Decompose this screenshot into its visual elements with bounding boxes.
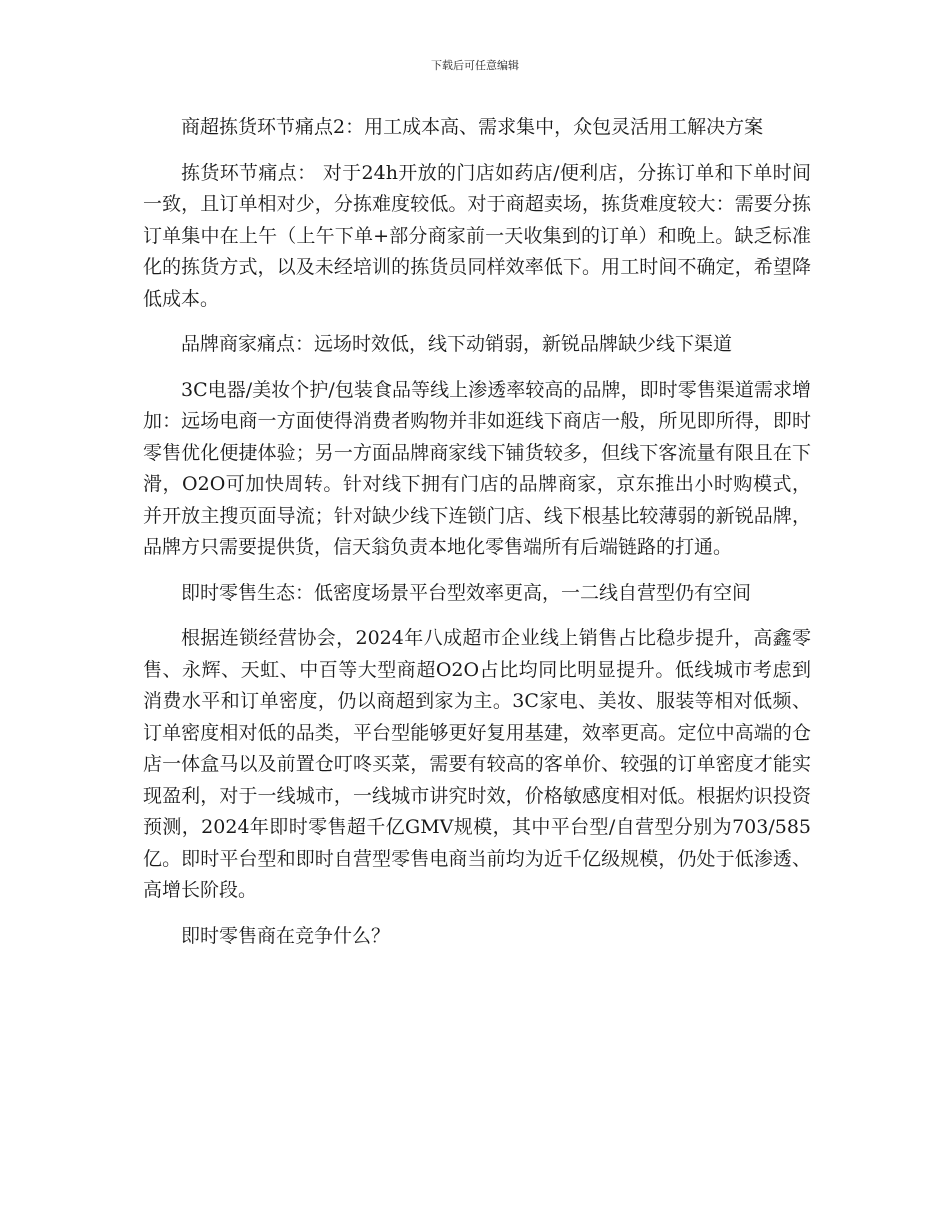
section-heading-picking-pain: 商超拣货环节痛点2：用工成本高、需求集中，众包灵活用工解决方案 bbox=[181, 116, 764, 138]
document-body bbox=[143, 112, 811, 966]
paragraph-ecosystem: 根据连锁经营协会，2024年八成超市企业线上销售占比稳步提升，高鑫零售、永辉、天虹、中百等大型商超O2O占比均同比明显提升。低线城市考虑到消费水平和订单密度，仍以商超到家为主。3C家电、美妆、服装等相对低频、订单密度相对低的品类，平台型能够更好复用基建，效率更高。定位中高端的仓店一体盒马以及前置仓叮咚买菜，需要有较高的客单价、较强的订单密度才能实现盈利，对于一线城市，一线城市讲究时效，价格敏感度相对低。根据灼识投资预测，2024年即时零售超千亿GMV规模，其中平台型/自营型分别为703/585亿。即时平台型和即时自营型零售电商当前均为近千亿级规模，仍处于低渗透、高增长阶段。 bbox=[143, 627, 811, 901]
section-heading-ecosystem: 即时零售生态：低密度场景平台型效率更高，一二线自营型仍有空间 bbox=[181, 581, 752, 604]
section-heading-competition: 即时零售商在竞争什么？ bbox=[181, 924, 391, 947]
paragraph-brand-channels: 3C电器/美妆个护/包装食品等线上渗透率较高的品牌，即时零售渠道需求增加：远场电商一方面使得消费者购物并非如逛线下商店一般，所见即所得，即时零售优化便捷体验；另一方面品牌商家线下铺货较多，但线下客流量有限且在下滑，O2O可加快周转。针对线下拥有门店的品牌商家，京东推出小时购模式，并开放主搜页面导流；针对缺少线下连锁门店、线下根基比较薄弱的新锐品牌，品牌方只需要提供货，信天翁负责本地化零售端所有后端链路的打通。 bbox=[143, 378, 811, 558]
paragraph-picking-pain-points: 拣货环节痛点： 对于24h开放的门店如药店/便利店，分拣订单和下单时间一致，且订单相对少，分拣难度较低。对于商超卖场，拣货难度较大：需要分拣订单集中在上午（上午下单+部分商家前一天收集到的订单）和晚上。缺乏标准化的拣货方式，以及未经培训的拣货员同样效率低下。用工时间不确定，希望降低成本。 bbox=[143, 161, 811, 310]
section-heading-brand-pain: 品牌商家痛点：远场时效低，线下动销弱，新锐品牌缺少线下渠道 bbox=[181, 333, 733, 355]
page-header: 下载后可任意编辑 bbox=[431, 59, 519, 72]
